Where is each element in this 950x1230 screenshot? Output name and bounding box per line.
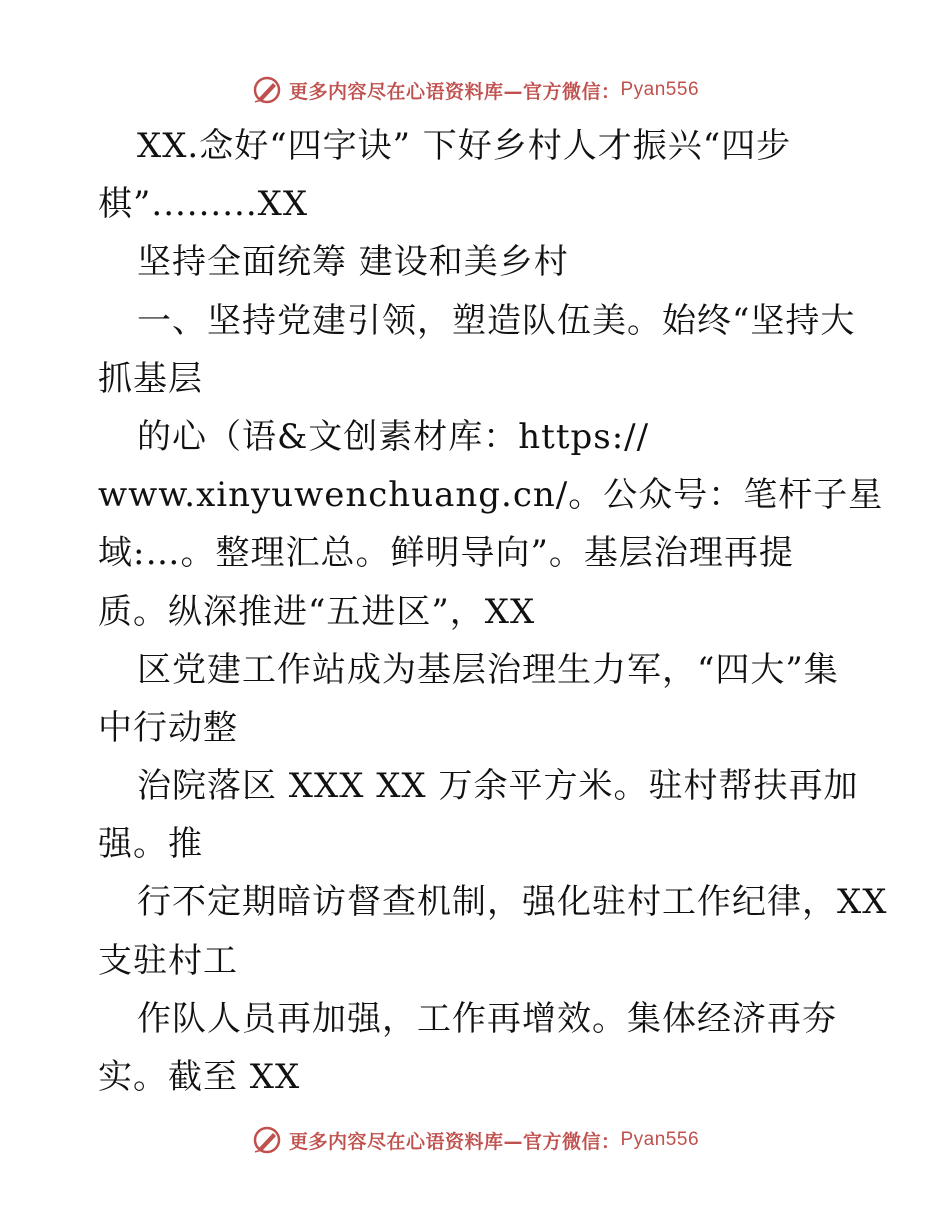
footer-watermark [0,1120,950,1160]
header-watermark [0,70,950,110]
text-line: 一、坚持党建引领，塑造队伍美。始终“坚持大 [137,300,856,341]
watermark-wechat-id: Pyan556 [620,79,700,100]
text-line: 强。推 [98,824,203,865]
text-line: 治院落区 XXX XX 万余平方米。驻村帮扶再加 [137,766,859,807]
pen-logo-icon [251,74,283,106]
text-line: 域:…。整理汇总。鲜明导向”。基层治理再提 [98,533,794,574]
text-line: 实。截至 XX [98,1057,301,1097]
watermark-text: 更多内容尽在心语资料库—官方微信： [288,80,621,103]
text-line: 支驻村工 [98,940,238,981]
pen-logo-icon [251,1124,283,1156]
text-line: 作队人员再加强，工作再增效。集体经济再夯 [137,998,837,1039]
text-line: 坚持全面统筹 建设和美乡村 [137,242,569,283]
text-line: 质。纵深推进“五进区”，XX [98,591,536,632]
text-line: 行不定期暗访督查机制，强化驻村工作纪律，XX [137,882,888,923]
watermark-wechat-id: Pyan556 [620,1129,700,1150]
text-line: 棋”.........XX [98,184,309,225]
watermark-text: 更多内容尽在心语资料库—官方微信： [288,1130,621,1153]
text-line: 中行动整 [98,707,238,748]
text-line: www.xinyuwenchuang.cn/。公众号：笔杆子星 [98,475,884,516]
text-line: XX.念好“四字诀” 下好乡村人才振兴“四步 [137,126,792,166]
text-line: 的心（语&文创素材库：https:// [137,416,650,457]
text-line: 抓基层 [98,358,203,399]
text-line: 区党建工作站成为基层治理生力军，“四大”集 [137,649,839,690]
document-body [98,117,888,1106]
